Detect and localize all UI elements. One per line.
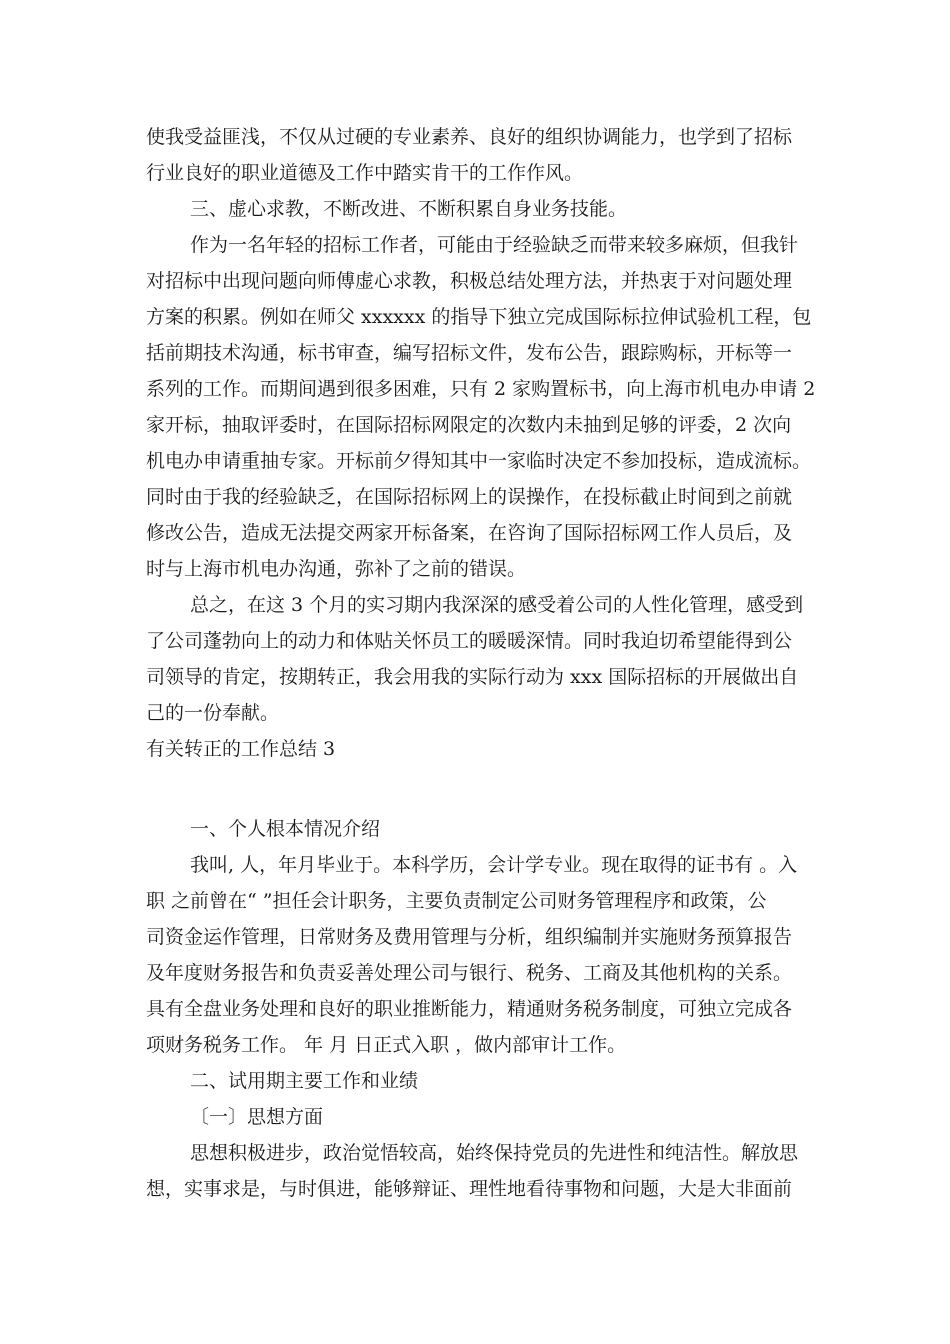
text-line: 同时由于我的经验缺乏，在国际招标网上的误操作，在投标截止时间到之前就 [146, 486, 793, 508]
text-line: 己的一份奉献。 [146, 702, 280, 724]
text-line: 时与上海市机电办沟通，弥补了之前的错误。 [146, 558, 527, 580]
text-line: 想，实事求是，与时俱进，能够辩证、理性地看待事物和问题，大是大非面前 [146, 1178, 793, 1200]
document-title: 有关转正的工作总结 3 [146, 738, 336, 760]
text-line: 行业良好的职业道德及工作中踏实肯干的工作作风。 [146, 162, 584, 184]
subsection-heading: 〔一〕思想方面 [190, 1106, 324, 1128]
text-line: 及年度财务报告和负责妥善处理公司与银行、税务、工商及其他机构的关系。 [146, 962, 793, 984]
text-line: 项财务税务工作。 年 月 日正式入职 ，做内部审计工作。 [146, 1034, 627, 1056]
text-line: 使我受益匪浅，不仅从过硬的专业素养、良好的组织协调能力，也学到了招标 [146, 126, 793, 148]
text-line: 思想积极进步，政治觉悟较高，始终保持党员的先进性和纯洁性。解放思 [190, 1142, 799, 1164]
text-line: 作为一名年轻的招标工作者，可能由于经验缺乏而带来较多麻烦，但我针 [190, 234, 799, 256]
text-line: 司领导的肯定，按期转正，我会用我的实际行动为 xxx 国际招标的开展做出自 [146, 666, 799, 688]
text-line: 我叫, 人，年月毕业于。本科学历，会计学专业。现在取得的证书有 。入 [190, 854, 798, 876]
text-line: 司资金运作管理，日常财务及费用管理与分析，组织编制并实施财务预算报告 [146, 926, 793, 948]
text-line: 机电办申请重抽专家。开标前夕得知其中一家临时决定不参加投标，造成流标。 [146, 450, 812, 472]
text-line: 职 之前曾在“ ”担任会计职务，主要负责制定公司财务管理程序和政策，公 [146, 890, 767, 912]
section-heading: 二、试用期主要工作和业绩 [190, 1070, 419, 1092]
text-line: 方案的积累。例如在师父 xxxxxx 的指导下独立完成国际标拉伸试验机工程，包 [146, 306, 812, 328]
section-heading: 一、个人根本情况介绍 [190, 818, 381, 840]
text-line: 了公司蓬勃向上的动力和体贴关怀员工的暖暖深情。同时我迫切希望能得到公 [146, 630, 793, 652]
text-line: 对招标中出现问题向师傅虚心求教，积极总结处理方法，并热衷于对问题处理 [146, 270, 793, 292]
text-line: 家开标，抽取评委时，在国际招标网限定的次数内未抽到足够的评委，2 次向 [146, 414, 792, 436]
text-line: 括前期技术沟通，标书审查，编写招标文件，发布公告，跟踪购标，开标等一 [146, 342, 793, 364]
section-heading: 三、虚心求教，不断改进、不断积累自身业务技能。 [190, 198, 628, 220]
text-line: 总之，在这 3 个月的实习期内我深深的感受着公司的人性化管理，感受到 [190, 594, 804, 616]
text-line: 系列的工作。而期间遇到很多困难，只有 2 家购置标书，向上海市机电办申请 2 [146, 378, 816, 400]
text-line: 修改公告，造成无法提交两家开标备案，在咨询了国际招标网工作人员后，及 [146, 522, 793, 544]
text-line: 具有全盘业务处理和良好的职业推断能力，精通财务税务制度，可独立完成各 [146, 998, 793, 1020]
